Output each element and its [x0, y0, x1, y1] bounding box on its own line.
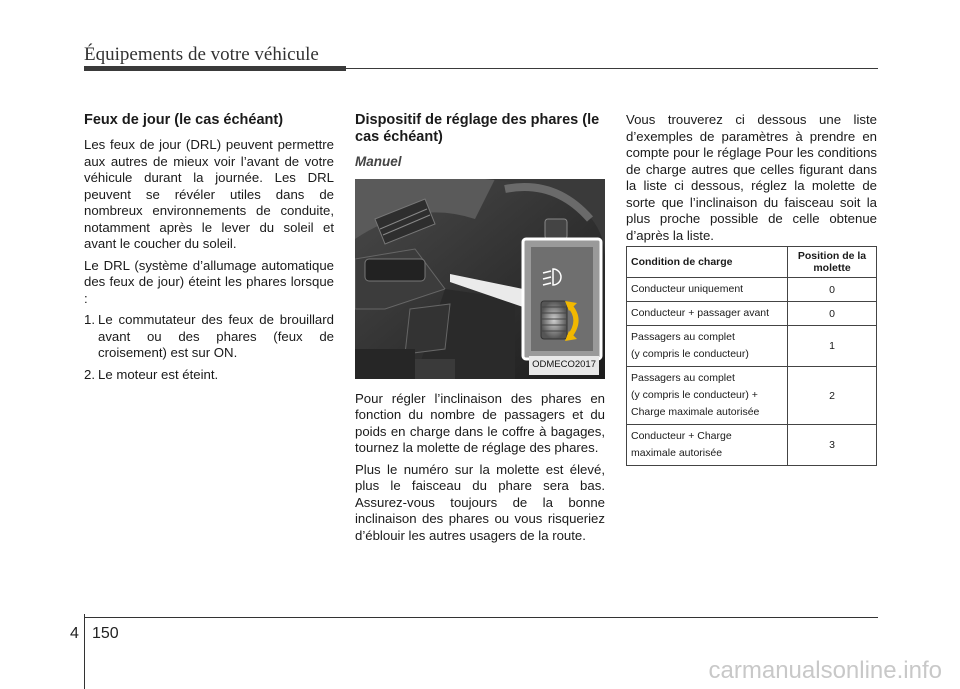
- condition-line: Passagers au complet: [631, 331, 735, 343]
- figure-code-label: ODMECO2017: [529, 356, 599, 375]
- condition-line: Conducteur uniquement: [631, 283, 744, 295]
- dashboard-photo-illustration: [355, 179, 605, 379]
- right-column: [626, 112, 877, 249]
- drl-list: [84, 312, 334, 383]
- header-bar: [84, 66, 346, 71]
- drl-heading: Feux de jour (le cas échéant): [84, 112, 284, 128]
- drl-paragraph-1: Les feux de jour (DRL) peuvent permettre aux autres de mieux voir l’avant de votre véhicule durant la journée. Les DRL peuvent se révéler utiles dans de nombreux environnements de conduite, notamment après le lever du soleil et avant le coucher du soleil.: [84, 137, 334, 251]
- position-cell: 0: [788, 302, 877, 326]
- position-cell: 3: [788, 425, 877, 466]
- list-item-number: 1.: [84, 312, 95, 327]
- condition-line: Conducteur + Charge: [631, 430, 732, 442]
- page-header-title: Équipements de votre véhicule: [84, 44, 319, 65]
- footer-rule: [84, 617, 878, 618]
- list-item-text: Le commutateur des feux de brouillard avant ou des phares (feux de croisement) est sur ON.: [98, 312, 334, 360]
- col-header-condition: Condition de charge: [627, 247, 788, 278]
- condition-line: Passagers au complet: [631, 372, 735, 384]
- page-number: 150: [92, 625, 119, 642]
- table-row: [627, 425, 877, 466]
- list-item-number: 2.: [84, 366, 95, 382]
- condition-cell: [627, 367, 788, 425]
- col-header-position-line1: Position de: [797, 250, 855, 262]
- drl-paragraph-2: Le DRL (système d’allumage automatique des feux de jour) éteint les phares lorsque :: [84, 257, 334, 306]
- header-rule: [346, 68, 878, 69]
- condition-line: Charge maximale autorisée: [631, 406, 760, 418]
- leveling-paragraph-1: Pour régler l’inclinaison des phares en fonction du nombre de passagers et du poids en charge dans le coffre à bagages, tournez la molette de réglage des phares.: [355, 390, 605, 455]
- manual-subheading: Manuel: [355, 154, 402, 169]
- condition-line: Conducteur + passager avant: [631, 307, 770, 319]
- condition-line: (y compris le conducteur): [631, 348, 749, 360]
- load-condition-table: [626, 246, 877, 466]
- position-cell: 1: [788, 326, 877, 367]
- headlight-dial-figure: [355, 179, 605, 379]
- headlight-leveling-heading: Dispositif de réglage des phares (le cas échéant): [355, 112, 600, 145]
- condition-cell: [627, 425, 788, 466]
- list-item: [84, 312, 334, 362]
- col-header-position-line2: la molette: [813, 250, 867, 274]
- condition-line: maximale autorisée: [631, 447, 723, 459]
- condition-cell: [627, 326, 788, 367]
- chapter-number: 4: [70, 625, 79, 642]
- list-item-text: Le moteur est éteint.: [98, 366, 219, 382]
- leveling-paragraph-2: Plus le numéro sur la molette est élevé, plus le faisceau du phare sera bas. Assurez-vous toujours de la bonne inclinaison des phares ou vous risqueriez d’éblouir les autres usagers de la route.: [355, 461, 605, 543]
- table-row: [627, 326, 877, 367]
- load-examples-paragraph: Vous trouverez ci dessous une liste d’exemples de paramètres à prendre en compte pour le réglage Pour les conditions de charge autres que celles figurant dans la liste ci dessous, réglez la molette de sorte que l’inclinaison du faisceau soit la plus proche possible de celle obtenue d’après la liste.: [626, 112, 877, 243]
- watermark: carmanualsonline.info: [708, 657, 942, 684]
- condition-line: (y compris le conducteur) +: [631, 389, 758, 401]
- condition-cell: [627, 278, 788, 302]
- footer-divider: [84, 614, 85, 689]
- left-column: [84, 112, 334, 388]
- table-row: [627, 302, 877, 326]
- middle-column: [355, 112, 605, 549]
- position-cell: 2: [788, 367, 877, 425]
- table-row: [627, 367, 877, 425]
- list-item: [84, 367, 334, 384]
- condition-cell: [627, 302, 788, 326]
- col-header-position: [788, 247, 877, 278]
- table-header-row: [627, 247, 877, 278]
- table-row: [627, 278, 877, 302]
- position-cell: 0: [788, 278, 877, 302]
